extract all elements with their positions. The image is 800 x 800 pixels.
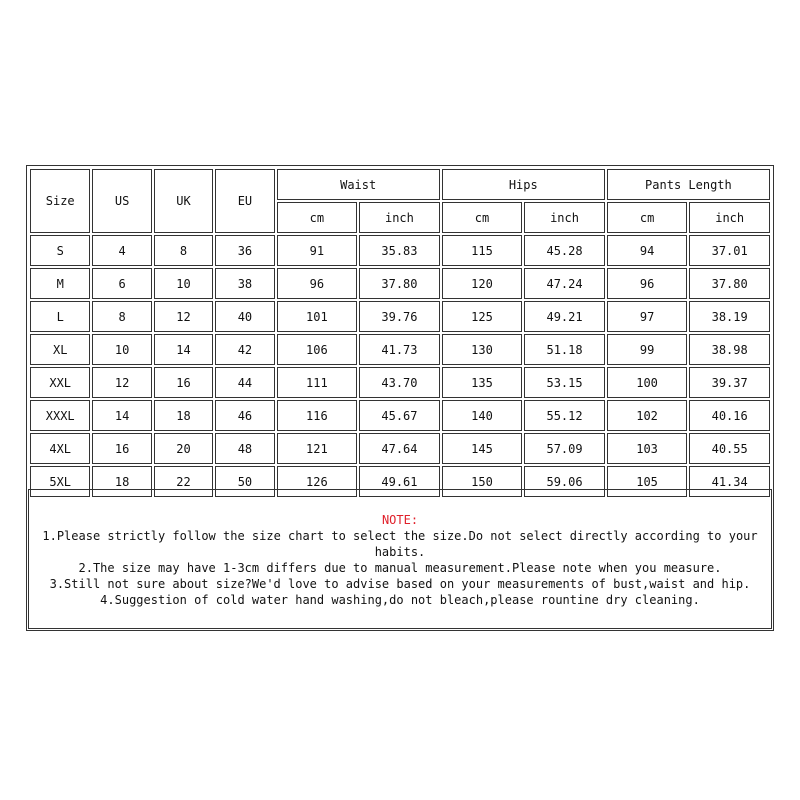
header-uk: UK [154,169,213,233]
table-row [30,433,770,464]
table-cell: 103 [607,433,688,464]
table-cell: 4 [92,235,151,266]
notes-box [28,489,772,629]
table-cell: 14 [154,334,213,365]
table-cell: 39.76 [359,301,440,332]
table-cell: 41.34 [689,466,770,497]
table-row [30,334,770,365]
header-waist-cm: cm [277,202,358,233]
size-chart-table [28,167,772,499]
note-line-4: 4.Suggestion of cold water hand washing,do not bleach,please rountine dry cleaning. [100,593,700,607]
table-cell: 51.18 [524,334,605,365]
table-cell: 35.83 [359,235,440,266]
table-cell: 37.80 [359,268,440,299]
header-length-cm: cm [607,202,688,233]
header-length-inch: inch [689,202,770,233]
table-cell: 53.15 [524,367,605,398]
table-cell: 111 [277,367,358,398]
table-cell: 100 [607,367,688,398]
header-us: US [92,169,151,233]
table-cell: 47.64 [359,433,440,464]
table-cell: 44 [215,367,274,398]
header-hips: Hips [442,169,605,200]
table-cell: XXL [30,367,90,398]
note-line-2: 2.The size may have 1-3cm differs due to manual measurement.Please note when you measure. [78,561,722,575]
table-cell: 8 [92,301,151,332]
table-cell: 91 [277,235,358,266]
table-cell: 16 [92,433,151,464]
table-cell: 50 [215,466,274,497]
table-cell: 41.73 [359,334,440,365]
table-cell: 96 [607,268,688,299]
table-cell: 102 [607,400,688,431]
table-cell: 20 [154,433,213,464]
table-cell: 37.80 [689,268,770,299]
table-cell: 115 [442,235,523,266]
table-cell: 16 [154,367,213,398]
table-cell: 105 [607,466,688,497]
table-cell: 47.24 [524,268,605,299]
header-hips-inch: inch [524,202,605,233]
header-eu: EU [215,169,274,233]
table-cell: 4XL [30,433,90,464]
table-cell: 46 [215,400,274,431]
note-title: NOTE: [381,513,419,527]
table-cell: 39.37 [689,367,770,398]
table-cell: 45.67 [359,400,440,431]
table-cell: 42 [215,334,274,365]
table-cell: 49.21 [524,301,605,332]
table-cell: 99 [607,334,688,365]
table-cell: 12 [154,301,213,332]
table-cell: 135 [442,367,523,398]
note-line-3: 3.Still not sure about size?We'd love to advise based on your measurements of bust,waist and hip. [49,577,751,591]
table-cell: 57.09 [524,433,605,464]
table-cell: 37.01 [689,235,770,266]
table-cell: 126 [277,466,358,497]
table-cell: 12 [92,367,151,398]
table-cell: M [30,268,90,299]
table-cell: 130 [442,334,523,365]
table-cell: 38.98 [689,334,770,365]
size-table-body [30,235,770,497]
table-cell: 6 [92,268,151,299]
table-cell: 116 [277,400,358,431]
table-cell: 140 [442,400,523,431]
table-cell: 55.12 [524,400,605,431]
table-cell: 48 [215,433,274,464]
table-cell: 106 [277,334,358,365]
table-cell: 22 [154,466,213,497]
table-cell: 38.19 [689,301,770,332]
table-cell: XL [30,334,90,365]
table-cell: 18 [92,466,151,497]
table-cell: 125 [442,301,523,332]
header-pants-length: Pants Length [607,169,770,200]
table-cell: 121 [277,433,358,464]
table-cell: 10 [154,268,213,299]
table-cell: 97 [607,301,688,332]
table-cell: 40.55 [689,433,770,464]
table-cell: L [30,301,90,332]
table-cell: 40 [215,301,274,332]
table-cell: 14 [92,400,151,431]
table-cell: XXXL [30,400,90,431]
table-row [30,400,770,431]
table-cell: 59.06 [524,466,605,497]
table-cell: 10 [92,334,151,365]
header-size: Size [30,169,90,233]
table-cell: 94 [607,235,688,266]
table-cell: 43.70 [359,367,440,398]
header-hips-cm: cm [442,202,523,233]
table-cell: 40.16 [689,400,770,431]
table-cell: 8 [154,235,213,266]
table-cell: 18 [154,400,213,431]
header-waist: Waist [277,169,440,200]
table-cell: 5XL [30,466,90,497]
table-cell: 36 [215,235,274,266]
table-row [30,268,770,299]
table-row [30,301,770,332]
table-row [30,367,770,398]
table-cell: 120 [442,268,523,299]
table-row [30,235,770,266]
header-waist-inch: inch [359,202,440,233]
table-cell: 150 [442,466,523,497]
table-cell: 38 [215,268,274,299]
table-cell: 49.61 [359,466,440,497]
table-cell: 101 [277,301,358,332]
table-cell: 45.28 [524,235,605,266]
table-cell: 96 [277,268,358,299]
table-cell: 145 [442,433,523,464]
table-cell: S [30,235,90,266]
note-line-1: 1.Please strictly follow the size chart to select the size.Do not select directly according to your habits. [42,529,758,559]
